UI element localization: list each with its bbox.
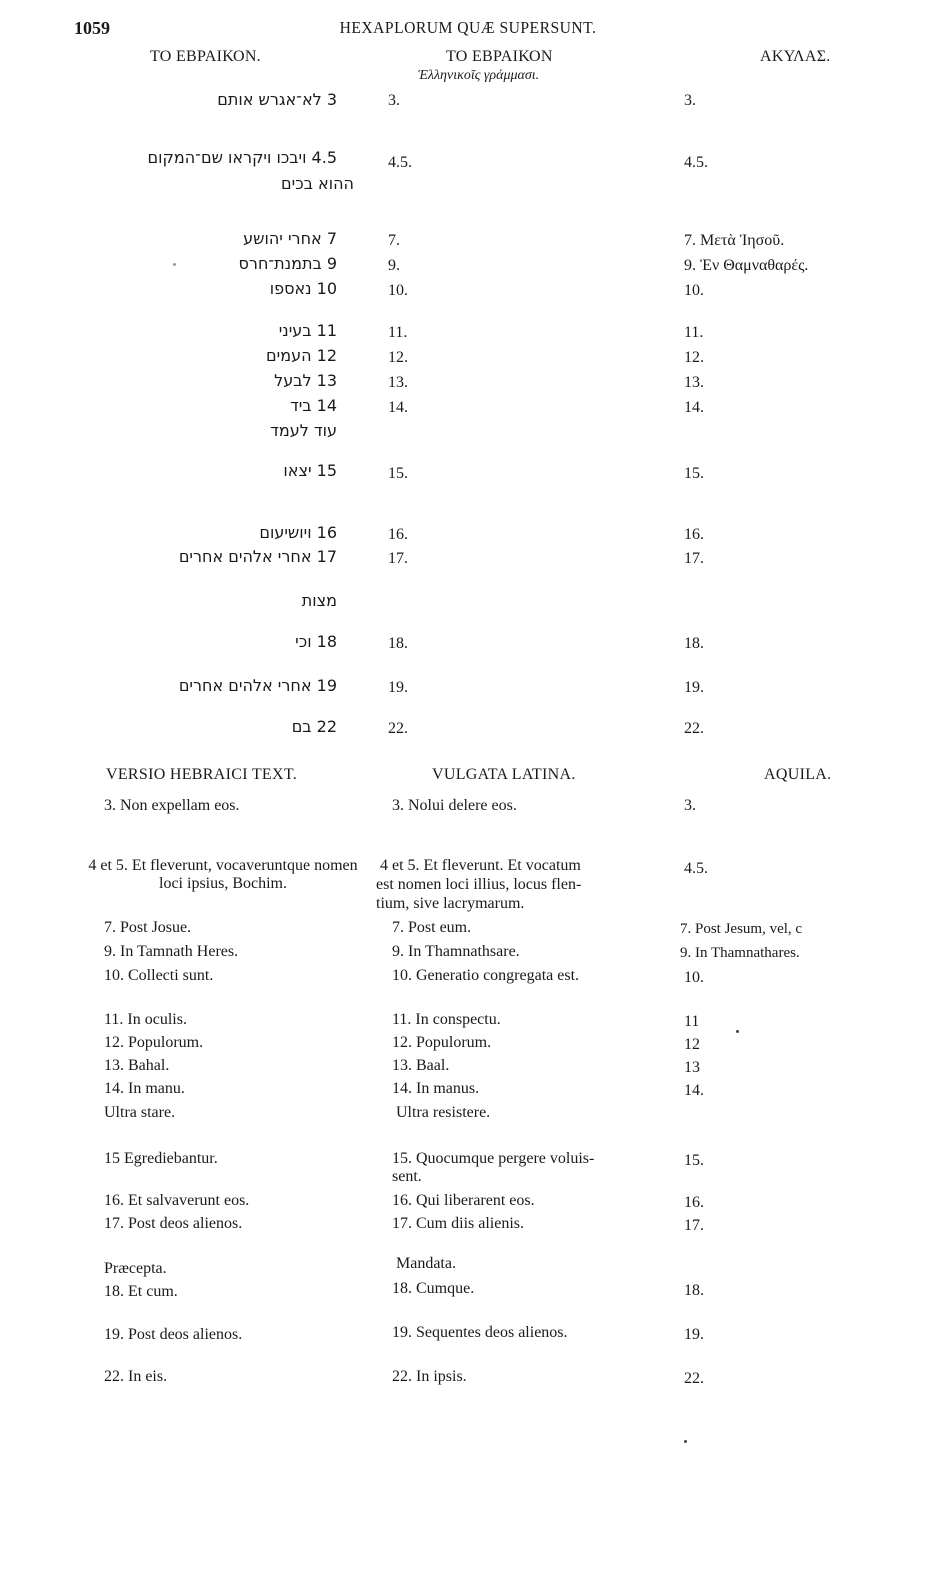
aquila-cell: 14. <box>684 1082 704 1099</box>
aquila-cell: 10. <box>684 282 704 299</box>
hebrew-cell: 7 אחרי יהושע <box>243 229 337 248</box>
aquila-cell: 22. <box>684 1370 704 1387</box>
hebrew-cell: 18 וכי <box>295 632 337 651</box>
versio-cell: 15 Egrediebantur. <box>104 1150 218 1167</box>
aquila-cell: 19. <box>684 1326 704 1343</box>
versio-cell: 13. Bahal. <box>104 1057 170 1074</box>
aquila-cell: 7. Μετὰ Ἰησοῦ. <box>684 232 785 249</box>
greek-letters-cell: 11. <box>388 324 408 341</box>
vulgata-cell: 18. Cumque. <box>392 1280 475 1297</box>
aquila-cell: 3. <box>684 797 696 814</box>
aquila-cell: 16. <box>684 526 704 543</box>
greek-letters-cell: 18. <box>388 635 408 652</box>
aquila-cell: 22. <box>684 720 704 737</box>
versio-cell: 4 et 5. Et fleverunt, vocaveruntque nomen loci ipsius, Bochim. <box>88 857 358 892</box>
versio-cell: 10. Collecti sunt. <box>104 967 214 984</box>
greek-letters-cell: 7. <box>388 232 400 249</box>
hebrew-cell: 9 בתמנת־חרס <box>238 254 337 273</box>
versio-cell: 11. In oculis. <box>104 1011 187 1028</box>
vulgata-cell: 16. Qui liberarent eos. <box>392 1192 535 1209</box>
vulgata-cell: Mandata. <box>396 1255 456 1272</box>
print-speck <box>684 1440 687 1443</box>
aquila-cell: 4.5. <box>684 154 708 171</box>
aquila-cell: 13 <box>684 1059 700 1076</box>
aquila-cell: 11 <box>684 1013 700 1030</box>
top-col2-subheader: Ἑλληνικοῖς γράμμασι. <box>418 68 540 83</box>
top-col2-header: ΤΟ ΕΒΡΑΙΚΟΝ <box>446 48 553 65</box>
hebrew-cell: 16 ויושיעום <box>259 523 337 542</box>
hebrew-cell: 4.5 ויבכו ויקראו שם־המקום <box>147 148 337 167</box>
hebrew-cell: 12 העמים <box>266 346 337 365</box>
greek-letters-cell: 19. <box>388 679 408 696</box>
versio-cell: 18. Et cum. <box>104 1283 178 1300</box>
versio-cell: 9. In Tamnath Heres. <box>104 943 239 960</box>
aquila-cell: 11. <box>684 324 704 341</box>
aquila-cell: 18. <box>684 1282 704 1299</box>
aquila-cell: 12. <box>684 349 704 366</box>
versio-cell: Ultra stare. <box>104 1104 176 1121</box>
aquila-cell: 12 <box>684 1036 700 1053</box>
vulgata-cell: 13. Baal. <box>392 1057 450 1074</box>
vulgata-cell: 14. In manus. <box>392 1080 480 1097</box>
greek-letters-cell: 13. <box>388 374 408 391</box>
aquila-cell: 10. <box>684 969 704 986</box>
vulgata-cell: 9. In Thamnathsare. <box>392 943 520 960</box>
hebrew-cell: מצות <box>301 591 337 610</box>
hebrew-cell: עוד לעמד <box>270 421 337 440</box>
aquila-cell: 7. Post Jesum, vel, c <box>680 921 803 937</box>
aquila-cell: 15. <box>684 1152 704 1169</box>
running-title: HEXAPLORUM QUÆ SUPERSUNT. <box>339 18 597 37</box>
greek-letters-cell: 16. <box>388 526 408 543</box>
aquila-cell: 16. <box>684 1194 704 1211</box>
hebrew-cell: 10 נאספו <box>269 279 337 298</box>
greek-letters-cell: 14. <box>388 399 408 416</box>
bottom-col2-header: VULGATA LATINA. <box>432 766 576 783</box>
aquila-cell: 17. <box>684 550 704 567</box>
vulgata-cell: est nomen loci illius, locus flen- <box>376 876 582 893</box>
hebrew-cell: 19 אחרי אלהים אחרים <box>178 676 337 695</box>
aquila-cell: 9. Ἐν Θαμναθαρές. <box>684 257 809 274</box>
hebrew-cell: 14 ביד <box>289 396 337 415</box>
aquila-cell: 4.5. <box>684 860 708 877</box>
vulgata-cell: 3. Nolui delere eos. <box>392 797 517 814</box>
hebrew-cell: 13 לבעל <box>274 371 337 390</box>
aquila-cell: 13. <box>684 374 704 391</box>
aquila-cell: 15. <box>684 465 704 482</box>
hebrew-cell: ההוא בכים <box>281 174 354 193</box>
greek-letters-cell: 12. <box>388 349 408 366</box>
vulgata-cell: 19. Sequentes deos alienos. <box>392 1324 568 1341</box>
aquila-cell: 19. <box>684 679 704 696</box>
top-col1-header: ΤΟ ΕΒΡΑΙΚΟΝ. <box>150 48 261 65</box>
versio-cell: 17. Post deos alienos. <box>104 1215 243 1232</box>
top-col3-header: ΑΚΥΛΑΣ. <box>760 48 831 65</box>
aquila-cell: 18. <box>684 635 704 652</box>
versio-cell: Præcepta. <box>104 1260 167 1277</box>
versio-cell: 16. Et salvaverunt eos. <box>104 1192 250 1209</box>
hebrew-cell: 15 יצאו <box>283 461 337 480</box>
greek-letters-cell: 9. <box>388 257 400 274</box>
page-number: 1059 <box>74 18 110 38</box>
aquila-cell: 9. In Thamnathares. <box>680 945 800 961</box>
versio-cell: 22. In eis. <box>104 1368 168 1385</box>
greek-letters-cell: 4.5. <box>388 154 412 171</box>
versio-cell: 12. Populorum. <box>104 1034 204 1051</box>
greek-letters-cell: 3. <box>388 92 400 109</box>
vulgata-cell: 10. Generatio congregata est. <box>392 967 580 984</box>
vulgata-cell: Ultra resistere. <box>396 1104 491 1121</box>
greek-letters-cell: 17. <box>388 550 408 567</box>
greek-letters-cell: 15. <box>388 465 408 482</box>
aquila-cell: 3. <box>684 92 696 109</box>
versio-cell: 19. Post deos alienos. <box>104 1326 243 1343</box>
bottom-col1-header: VERSIO HEBRAICI TEXT. <box>106 766 298 783</box>
aquila-cell: 14. <box>684 399 704 416</box>
hebrew-cell: 11 בעיני <box>278 321 337 340</box>
vulgata-cell: tium, sive lacrymarum. <box>376 895 525 912</box>
vulgata-cell: 17. Cum diis alienis. <box>392 1215 524 1232</box>
vulgata-cell: 7. Post eum. <box>392 919 472 936</box>
vulgata-cell: sent. <box>392 1168 422 1185</box>
print-speck <box>736 1030 739 1033</box>
greek-letters-cell: 22. <box>388 720 408 737</box>
vulgata-cell: 11. In conspectu. <box>392 1011 501 1028</box>
hebrew-cell: 3 לא־אגרש אותם <box>217 90 337 109</box>
versio-cell: 14. In manu. <box>104 1080 185 1097</box>
vulgata-cell: 4 et 5. Et fleverunt. Et vocatum <box>380 857 581 874</box>
print-speck <box>173 263 176 266</box>
aquila-cell: 17. <box>684 1217 704 1234</box>
hebrew-cell: 17 אחרי אלהים אחרים <box>178 547 337 566</box>
greek-letters-cell: 10. <box>388 282 408 299</box>
hebrew-cell: 22 בם <box>291 717 337 736</box>
versio-cell: 7. Post Josue. <box>104 919 192 936</box>
vulgata-cell: 15. Quocumque pergere voluis- <box>392 1150 595 1167</box>
versio-cell: 3. Non expellam eos. <box>104 797 240 814</box>
vulgata-cell: 12. Populorum. <box>392 1034 492 1051</box>
bottom-col3-header: AQUILA. <box>764 766 832 783</box>
vulgata-cell: 22. In ipsis. <box>392 1368 467 1385</box>
